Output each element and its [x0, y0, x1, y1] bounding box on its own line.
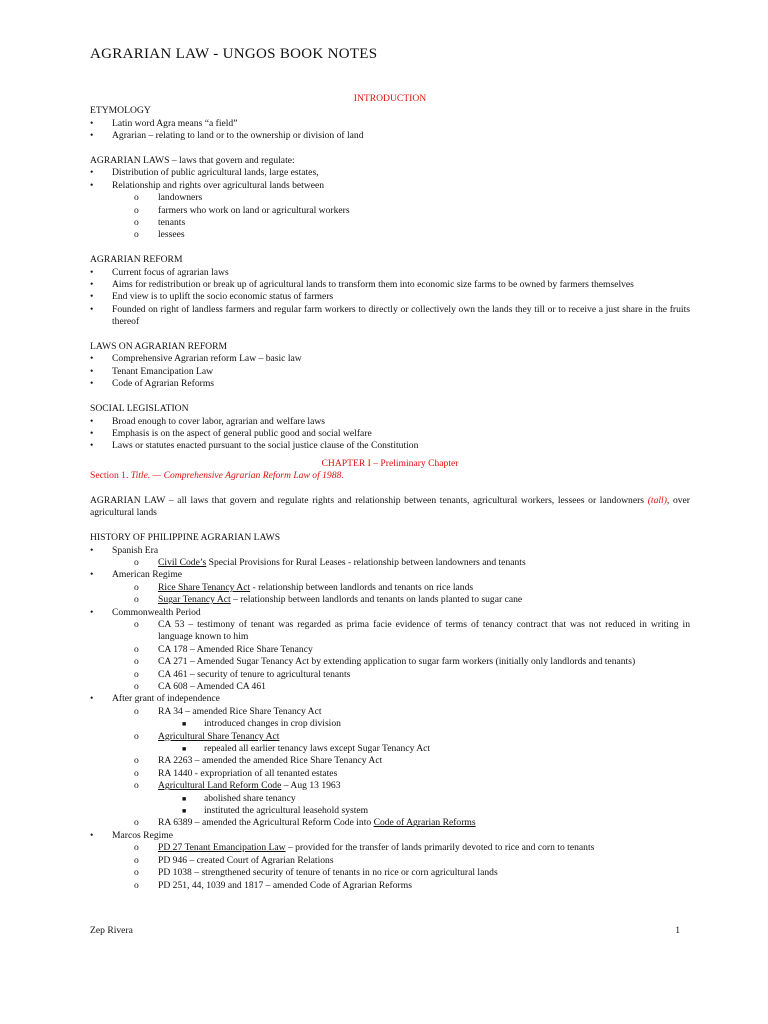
list-item: • Code of Agrarian Reforms — [90, 378, 215, 390]
list-item: • Marcos Regime — [90, 829, 174, 841]
agrarian-law-definition: AGRARIAN LAW – all laws that govern and regulate rights and relationship between tenants, agricultural workers, lessees or landowners (tall), over agricultural lands — [90, 494, 690, 519]
list-subsubitem: ■ repealed all earlier tenancy laws except Sugar Tenancy Act — [182, 743, 431, 755]
list-item: • Commonwealth Period — [90, 606, 201, 618]
history-heading: HISTORY OF PHILIPPINE AGRARIAN LAWS — [90, 532, 281, 544]
agrarian-laws-list — [90, 167, 690, 241]
list-item: • Tenant Emancipation Law — [90, 365, 214, 377]
list-item: • Broad enough to cover labor, agrarian and welfare laws — [90, 415, 325, 427]
list-subitem: o Sugar Tenancy Act – relationship between landlords and tenants on lands planted to sugar cane — [134, 594, 523, 606]
page-number: 1 — [675, 925, 680, 936]
list-subitem: o PD 251, 44, 1039 and 1817 – amended Code of Agrarian Reforms — [134, 879, 412, 891]
agrarian-reform-heading: AGRARIAN REFORM — [90, 254, 183, 266]
chapter-heading: CHAPTER I – Preliminary Chapter — [321, 457, 459, 469]
list-subitem: o Agricultural Land Reform Code – Aug 13 1963 — [134, 780, 341, 792]
list-subitem: o landowners — [134, 192, 203, 204]
introduction-heading: INTRODUCTION — [353, 93, 427, 104]
document-body — [90, 93, 690, 892]
list-subsubitem: ■ introduced changes in crop division — [182, 718, 341, 730]
section-title: Section 1. Title. — Comprehensive Agrarian Reform Law of 1988. — [90, 470, 344, 482]
list-subitem: o RA 34 – amended Rice Share Tenancy Act — [134, 705, 322, 717]
list-item: • Comprehensive Agrarian reform Law – basic law — [90, 353, 302, 365]
list-subitem: o Rice Share Tenancy Act - relationship between landlords and tenants on rice lands — [134, 581, 474, 593]
list-item: • Current focus of agrarian laws — [90, 266, 229, 278]
list-item: • American Regime — [90, 569, 183, 581]
list-subitem: o RA 1440 - expropriation of all tenanted estates — [134, 767, 338, 779]
laws-on-reform-heading: LAWS ON AGRARIAN REFORM — [90, 341, 228, 353]
list-subitem: o CA 608 – Amended CA 461 — [134, 681, 266, 692]
list-item: • Aims for redistribution or break up of agricultural lands to transform them into economic size farms to be owned by farmers themselves — [90, 279, 634, 291]
list-subitem: o CA 461 – security of tenure to agricultural tenants — [134, 668, 351, 680]
document-title: AGRARIAN LAW - UNGOS BOOK NOTES — [90, 46, 378, 62]
list-subitem: o PD 27 Tenant Emancipation Law – provided for the transfer of lands primarily devoted to rice and corn to tenants — [134, 842, 595, 854]
list-item: • Latin word Agra means “a field” — [90, 117, 238, 129]
laws-on-reform-list — [90, 353, 690, 390]
agrarian-reform-list — [90, 267, 690, 329]
page-footer — [90, 925, 680, 936]
footer-author: Zep Rivera — [90, 925, 133, 936]
list-subitem: o CA 271 – Amended Sugar Tenancy Act by extending application to sugar farm workers (initially only landlords and tenants) — [134, 656, 636, 668]
list-item: • Agrarian – relating to land or to the ownership or division of land — [90, 130, 364, 142]
list-subitem: o CA 53 – testimony of tenant was regarded as prima facie evidence of terms of tenancy contract that was not reduced in writing in language known to him — [134, 618, 690, 643]
list-subsubitem: ■ instituted the agricultural leasehold system — [182, 805, 369, 817]
list-subitem: o farmers who work on land or agricultural workers — [134, 204, 350, 216]
list-subitem: o Agricultural Share Tenancy Act — [134, 730, 280, 742]
tall-acronym: (tall) — [647, 494, 667, 506]
list-item: • Laws or statutes enacted pursuant to the social justice clause of the Constitution — [90, 440, 419, 452]
etymology-list — [90, 118, 690, 143]
list-item: • Emphasis is on the aspect of general public good and social welfare — [90, 427, 372, 439]
social-legislation-heading: SOCIAL LEGISLATION — [90, 403, 189, 415]
list-subitem: o RA 2263 – amended the amended Rice Share Tenancy Act — [134, 755, 383, 767]
history-list — [90, 545, 690, 892]
list-item: • After grant of independence — [90, 693, 220, 705]
list-item: • Founded on right of landless farmers and regular farm workers to directly or collectively own the lands they till or to receive a just share in the fruits thereof — [90, 303, 690, 328]
list-subitem: o tenants — [134, 217, 186, 229]
list-subitem: o RA 6389 – amended the Agricultural Reform Code into Code of Agrarian Reforms — [134, 817, 476, 829]
list-subsubitem: ■ abolished share tenancy — [182, 792, 296, 804]
list-item: • Distribution of public agricultural lands, large estates, — [90, 167, 319, 179]
list-subitem: o Civil Code’s Special Provisions for Rural Leases - relationship between landowners and tenants — [134, 556, 526, 568]
social-legislation-list — [90, 416, 690, 453]
list-subitem: o PD 946 – created Court of Agrarian Relations — [134, 854, 334, 866]
list-item: • Relationship and rights over agricultural lands between — [90, 179, 325, 191]
agrarian-laws-heading: AGRARIAN LAWS – laws that govern and regulate: — [90, 155, 295, 167]
list-item: • Spanish Era — [90, 544, 159, 556]
list-subitem: o lessees — [134, 229, 185, 241]
list-item: • End view is to uplift the socio economic status of farmers — [90, 291, 334, 303]
list-subitem: o PD 1038 – strengthened security of tenure of tenants in no rice or corn agricultural lands — [134, 867, 498, 879]
list-subitem: o CA 178 – Amended Rice Share Tenancy — [134, 643, 313, 655]
etymology-heading: ETYMOLOGY — [90, 105, 151, 117]
